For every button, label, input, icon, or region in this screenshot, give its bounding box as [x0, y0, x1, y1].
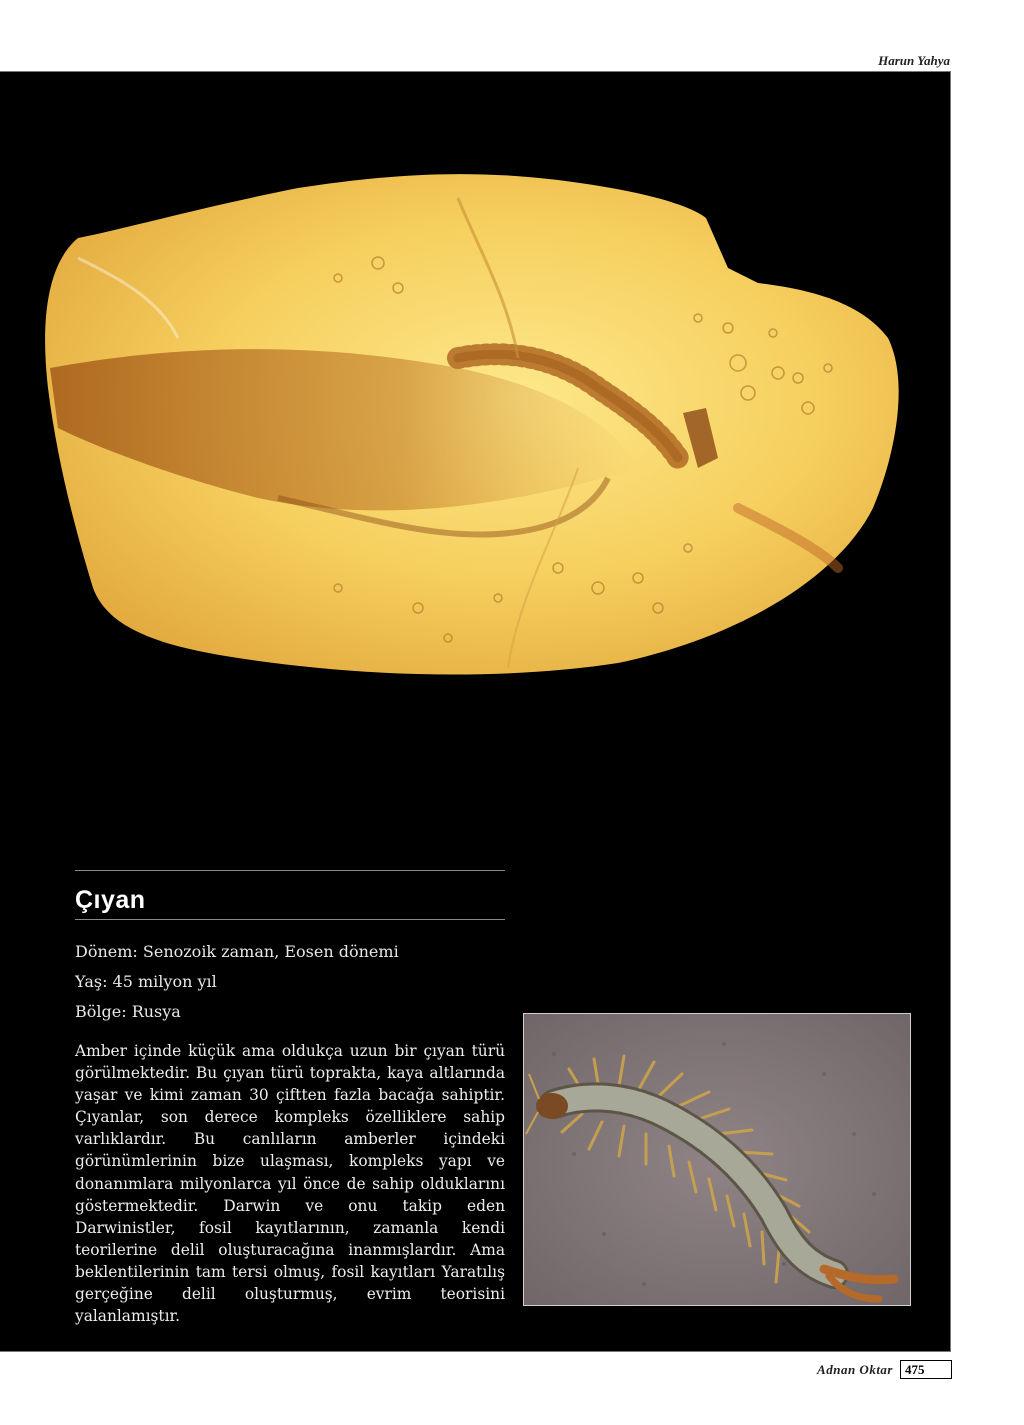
centipede-photo — [523, 1013, 911, 1306]
article-body: Amber içinde küçük ama oldukça uzun bir çıyan türü görülmektedir. Bu çıyan türü toprakta, kaya altlarında yaşar ve kimi zaman 30 çiftten fazla bacağa sahiptir. Çıyanlar, son derece kompleks özelliklere sahip varlıklardır. Bu canlıların amberler içindeki görünümlerinin bize ulaşması, kompleks yapı ve donanımlara milyonlarca yıl önce de sahip olduklarını göstermektedir. Darwin ve onu takip eden Darwinistler, fosil kayıtlarının, zamanla kendi teorilerine delil oluşturacağına inanmışlardır. Ama beklentilerinin tam tersi olmuş, fosil kayıtları Yaratılış gerçeğine delil oluşturmuş, evrim teorisini yalanlamıştır. — [75, 1042, 505, 1326]
centipede-illustration — [524, 1014, 911, 1306]
footer-author: Adnan Oktar — [817, 1362, 893, 1377]
region-text: Bölge: Rusya — [75, 1002, 181, 1021]
age-text: Yaş: 45 milyon yıl — [75, 972, 217, 991]
page-number: 475 — [900, 1360, 952, 1379]
section-title: Çıyan — [75, 886, 146, 914]
title-rule-top — [75, 870, 505, 871]
amber-fossil-image — [38, 168, 904, 680]
header-author: Harun Yahya — [878, 53, 950, 68]
period-text: Dönem: Senozoik zaman, Eosen dönemi — [75, 942, 399, 961]
title-rule-bottom — [75, 919, 505, 920]
